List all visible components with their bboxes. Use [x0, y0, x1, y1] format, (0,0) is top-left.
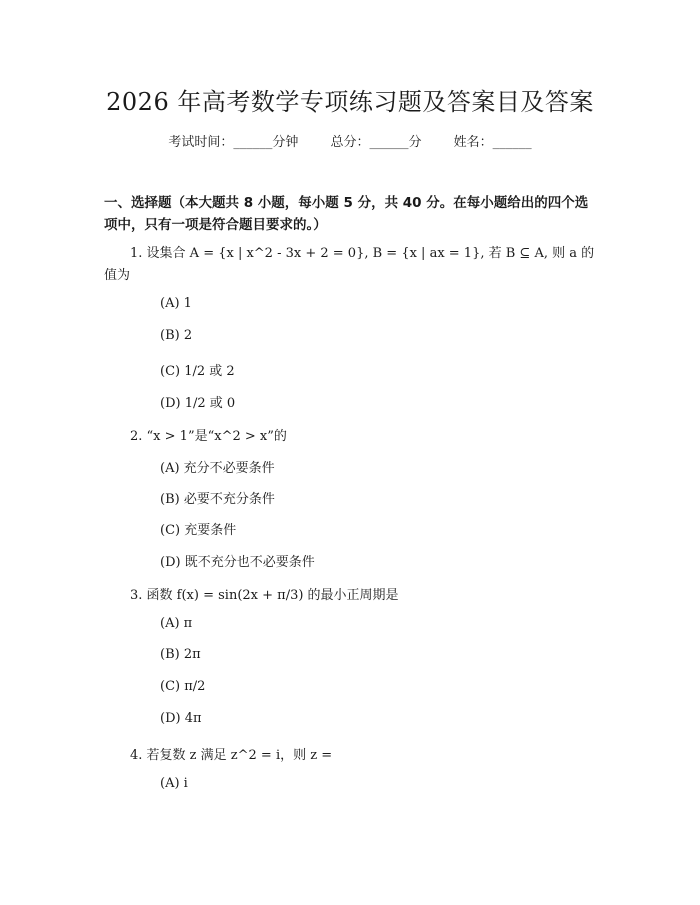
question-2-option-d: (D) 既不充分也不必要条件 — [160, 555, 315, 570]
exam-info — [0, 131, 700, 150]
question-1-option-a: (A) 1 — [160, 296, 192, 311]
question-1-option-b: (B) 2 — [160, 328, 193, 343]
student-name-field: 姓名：______ — [453, 135, 532, 150]
question-2-option-c: (C) 充要条件 — [160, 523, 237, 538]
question-2-stem: 2. “x > 1”是“x^2 > x”的 — [130, 429, 287, 444]
question-3-option-b: (B) 2π — [160, 647, 201, 662]
question-3-option-c: (C) π/2 — [160, 679, 206, 694]
question-3-option-a: (A) π — [160, 616, 193, 631]
question-2-option-b: (B) 必要不充分条件 — [160, 492, 275, 507]
page-title: 2026 年高考数学专项练习题及答案目及答案 — [106, 88, 594, 116]
section-heading: 一、选择题（本大题共 8 小题，每小题 5 分，共 40 分。在每小题给出的四个选项中，只有一项是符合题目要求的。） — [104, 195, 589, 233]
question-1-option-c: (C) 1/2 或 2 — [160, 364, 235, 379]
question-4-stem: 4. 若复数 z 满足 z^2 = i，则 z = — [130, 748, 333, 763]
question-3-option-d: (D) 4π — [160, 711, 202, 726]
total-score-field: 总分：______分 — [330, 135, 422, 150]
question-4-option-a: (A) i — [160, 776, 188, 791]
question-1-option-d: (D) 1/2 或 0 — [160, 396, 236, 411]
exam-time-field: 考试时间：______分钟 — [168, 135, 299, 150]
question-1-stem: 1. 设集合 A = {x | x^2 - 3x + 2 = 0}, B = {x | ax = 1}, 若 B ⊆ A, 则 a 的值为 — [104, 246, 595, 283]
question-3-stem: 3. 函数 f(x) = sin(2x + π/3) 的最小正周期是 — [130, 588, 399, 603]
question-2-option-a: (A) 充分不必要条件 — [160, 461, 275, 476]
